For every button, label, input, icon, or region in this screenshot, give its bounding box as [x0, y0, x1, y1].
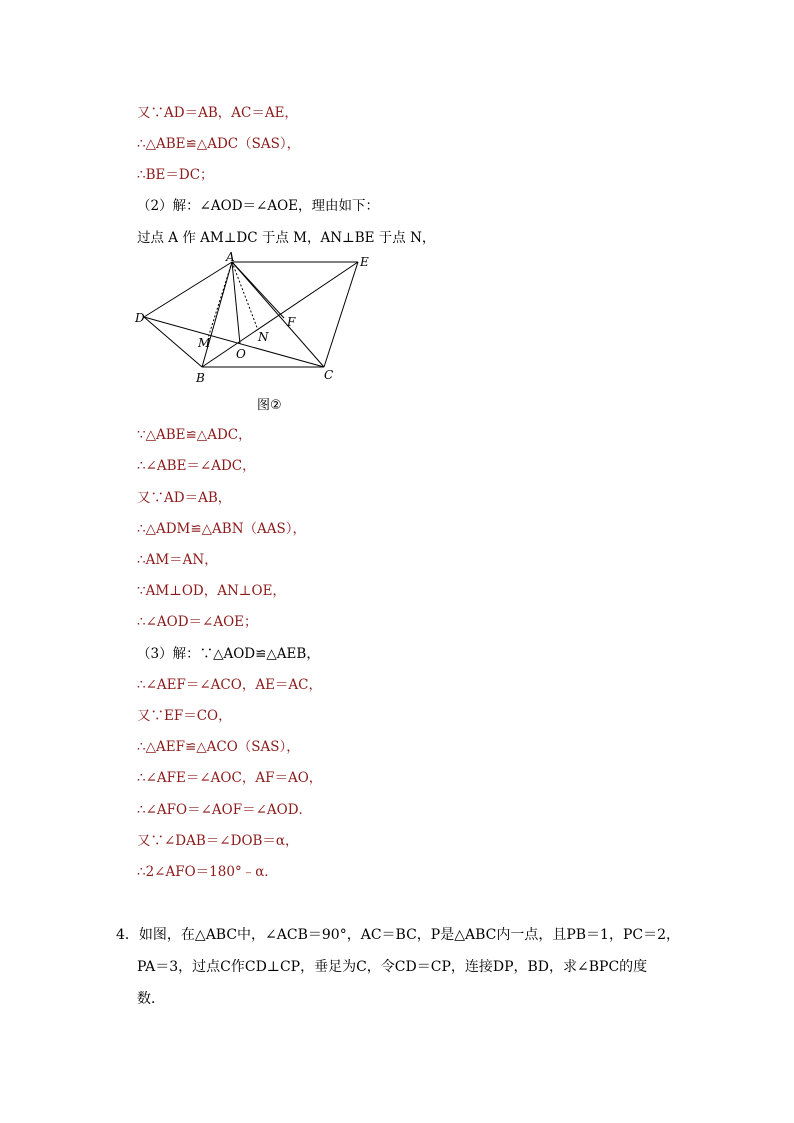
label-M: M: [198, 336, 211, 350]
label-F: F: [287, 315, 296, 329]
solution-line-14: ∴∠AEF＝∠ACO，AE＝AC，: [137, 677, 323, 693]
solution-line-9: ∴△ADM≌△ABN（AAS），: [137, 521, 307, 537]
problem-line-3: 数．: [137, 991, 165, 1007]
solution-line-17: ∴∠AFE＝∠AOC，AF＝AO，: [137, 770, 323, 786]
solution-line-6: ∵△ABE≌△ADC，: [137, 427, 252, 443]
segment-DC: [144, 317, 324, 367]
label-B: B: [196, 371, 205, 385]
label-A: A: [226, 252, 235, 264]
solution-line-3: ∴BE＝DC；: [137, 167, 214, 183]
problem-4: [116, 919, 688, 1015]
segment-AN: [232, 262, 258, 330]
segment-AF: [232, 262, 284, 318]
solution-line-5: 过点 A 作 AM⊥DC 于点 M，AN⊥BE 于点 N，: [137, 230, 436, 246]
problem-line-2: PA＝3，过点C作CD⊥CP，垂足为C，令CD＝CP，连接DP，BD，求∠BPC的度: [137, 959, 648, 975]
solution-line-20: ∴2∠AFO＝180°﹣α．: [137, 864, 278, 880]
solution-line-16: ∴△AEF≌△ACO（SAS），: [137, 739, 300, 755]
solution-line-1: 又∵AD＝AB，AC＝AE，: [137, 105, 298, 121]
solution-line-11: ∵AM⊥OD，AN⊥OE，: [137, 583, 286, 599]
solution-line-13: （3）解：∵△AOD≌△AEB，: [137, 646, 320, 662]
label-C: C: [324, 368, 334, 382]
solution-line-12: ∴∠AOD＝∠AOE；: [137, 614, 258, 630]
figure-caption: 图②: [257, 398, 282, 413]
segment-DB: [144, 317, 202, 367]
geometry-figure: [134, 252, 384, 390]
solution-line-8: 又∵AD＝AB，: [137, 490, 232, 506]
label-E: E: [360, 255, 369, 269]
label-N: N: [258, 330, 269, 344]
solution-line-19: 又∵∠DAB＝∠DOB＝α，: [137, 833, 299, 849]
label-O: O: [236, 347, 246, 361]
segment-BE: [202, 262, 358, 367]
problem-number: 4．: [116, 927, 139, 943]
label-D: D: [135, 311, 145, 325]
solution-line-4: （2）解：∠AOD＝∠AOE，理由如下：: [137, 198, 380, 214]
problem-line-1: 如图，在△ABC中，∠ACB＝90°，AC＝BC，P是△ABC内一点，且PB＝1，PC＝2，: [138, 927, 681, 943]
solution-line-2: ∴△ABE≌△ADC（SAS），: [137, 136, 301, 152]
segment-AO: [232, 262, 240, 344]
solution-line-15: 又∵EF＝CO，: [137, 708, 232, 724]
solution-line-18: ∴∠AFO＝∠AOF＝∠AOD．: [137, 802, 313, 818]
segment-EC: [324, 262, 358, 367]
solution-line-7: ∴∠ABE＝∠ADC，: [137, 458, 256, 474]
solution-line-10: ∴AM＝AN，: [137, 552, 218, 568]
